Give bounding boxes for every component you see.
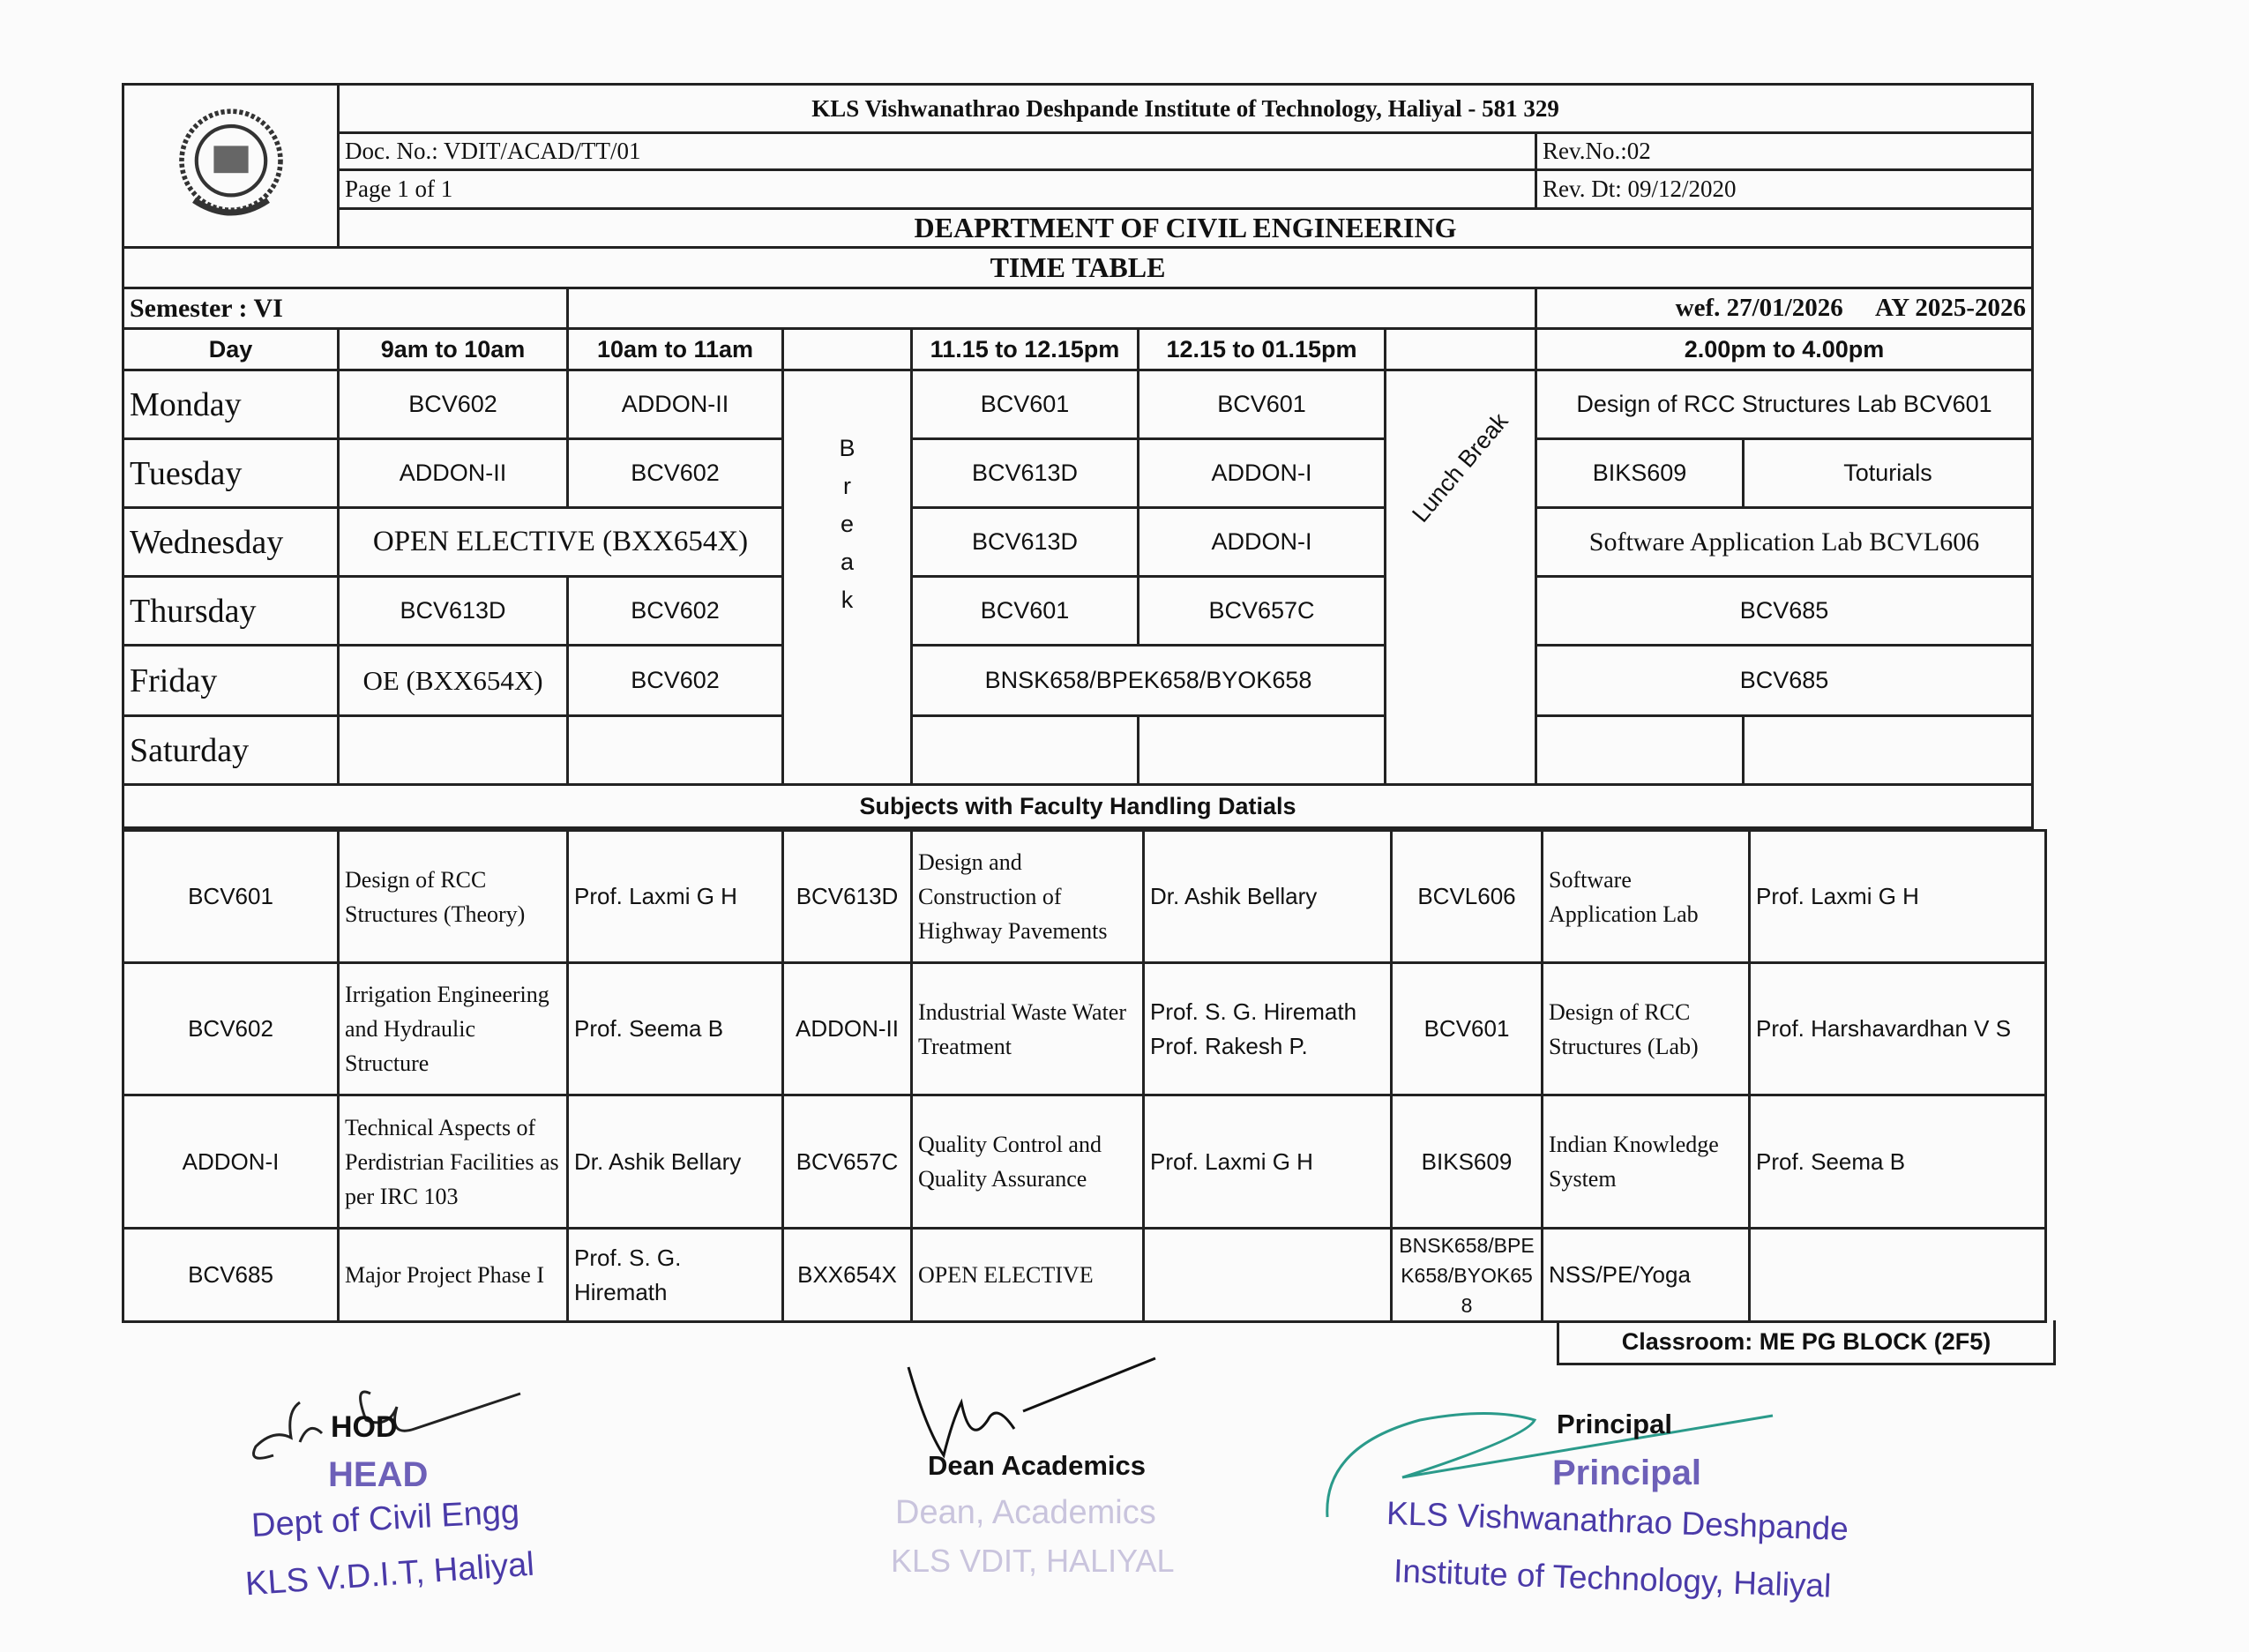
subject-name: Design of RCC Structures (Lab): [1543, 963, 1750, 1095]
hod-stamp-inst: KLS V.D.I.T, Haliyal: [243, 1545, 536, 1603]
subject-faculty: Prof. S. G. Hiremath Prof. Rakesh P.: [1144, 963, 1392, 1095]
dean-label: Dean Academics: [928, 1450, 1146, 1481]
cell: ADDON-II: [568, 370, 783, 439]
cell: BCV685: [1536, 577, 2033, 646]
subject-name: Quality Control and Quality Assurance: [912, 1095, 1144, 1229]
subject-name: Industrial Waste Water Treatment: [912, 963, 1144, 1095]
cell: BCV602: [568, 646, 783, 716]
subject-faculty: Prof. Laxmi G H: [1144, 1095, 1392, 1229]
subject-faculty: [1144, 1229, 1392, 1322]
subject-code: BCV613D: [783, 831, 912, 963]
cell: BCV613D: [912, 439, 1139, 508]
cell: ADDON-I: [1139, 508, 1386, 577]
row-monday: [123, 370, 2033, 439]
col-slot3: 11.15 to 12.15pm: [912, 329, 1139, 370]
col-slot2: 10am to 11am: [568, 329, 783, 370]
cell: BCV602: [568, 577, 783, 646]
row-tuesday: [123, 439, 2033, 508]
subject-name: Software Application Lab: [1543, 831, 1750, 963]
subject-code: BCV685: [123, 1229, 339, 1322]
subject-faculty: Dr. Ashik Bellary: [1144, 831, 1392, 963]
subject-faculty: Prof. Laxmi G H: [568, 831, 783, 963]
lunch-break-label: Lunch Break: [1407, 407, 1513, 527]
page-title: TIME TABLE: [123, 248, 2033, 288]
principal-stamp-title: Principal: [1552, 1454, 1701, 1492]
principal-stamp-inst1: KLS Vishwanathrao Deshpande: [1386, 1494, 1849, 1548]
dean-stamp-title: Dean, Academics: [895, 1494, 1156, 1531]
subject-code: BCV601: [123, 831, 339, 963]
cell: ADDON-II: [339, 439, 568, 508]
subject-name: OPEN ELECTIVE: [912, 1229, 1144, 1322]
cell: BCV601: [1139, 370, 1386, 439]
subject-faculty: Dr. Ashik Bellary: [568, 1095, 783, 1229]
rev-date: Rev. Dt: 09/12/2020: [1536, 170, 2033, 209]
subject-code: BIKS609: [1392, 1095, 1543, 1229]
subjects-table: [122, 829, 2047, 1323]
doc-no: Doc. No.: VDIT/ACAD/TT/01: [339, 133, 1536, 170]
subject-name: Design and Construction of Highway Pavements: [912, 831, 1144, 963]
semester: Semester : VI: [123, 288, 568, 329]
cell: BNSK658/BPEK658/BYOK658: [912, 646, 1386, 716]
cell: OPEN ELECTIVE (BXX654X): [339, 508, 783, 577]
day-label: Tuesday: [123, 439, 339, 508]
subject-faculty: Prof. Laxmi G H: [1750, 831, 2046, 963]
row-thursday: [123, 577, 2033, 646]
subject-row: [123, 1229, 2046, 1322]
subject-code: BXX654X: [783, 1229, 912, 1322]
timetable: [122, 83, 2034, 829]
subject-faculty: Prof. Harshavardhan V S: [1750, 963, 2046, 1095]
subject-faculty: Prof. Seema B: [568, 963, 783, 1095]
cell: BCV601: [912, 370, 1139, 439]
col-slot1: 9am to 10am: [339, 329, 568, 370]
subject-name: Technical Aspects of Perdistrian Facilities as per IRC 103: [339, 1095, 568, 1229]
subject-code: BCVL606: [1392, 831, 1543, 963]
subject-row: [123, 963, 2046, 1095]
subject-name: Major Project Phase I: [339, 1229, 568, 1322]
cell: BCV657C: [1139, 577, 1386, 646]
day-label: Friday: [123, 646, 339, 716]
cell: ADDON-I: [1139, 439, 1386, 508]
institute-logo: [123, 85, 339, 248]
cell: Design of RCC Structures Lab BCV601: [1536, 370, 2033, 439]
hod-stamp-dept: Dept of Civil Engg: [250, 1493, 520, 1544]
cell: BCV613D: [912, 508, 1139, 577]
principal-stamp-inst2: Institute of Technology, Haliyal: [1393, 1552, 1832, 1604]
col-day: Day: [123, 329, 339, 370]
subject-name: NSS/PE/Yoga: [1543, 1229, 1750, 1322]
subject-row: [123, 1095, 2046, 1229]
subject-name: Indian Knowledge System: [1543, 1095, 1750, 1229]
dean-stamp-inst: KLS VDIT, HALIYAL: [891, 1543, 1175, 1579]
classroom: Classroom: ME PG BLOCK (2F5): [1557, 1320, 2056, 1365]
subject-faculty: [1750, 1229, 2046, 1322]
subject-faculty: Prof. S. G. Hiremath: [568, 1229, 783, 1322]
row-saturday: [123, 716, 2033, 785]
lunch-break-column: [1386, 370, 1536, 785]
day-label: Saturday: [123, 716, 339, 785]
principal-label: Principal: [1557, 1409, 1672, 1439]
cell: BCV601: [912, 577, 1139, 646]
cell: BCV602: [339, 370, 568, 439]
day-label: Monday: [123, 370, 339, 439]
row-friday: [123, 646, 2033, 716]
subject-code: BNSK658/BPEK658/BYOK658: [1392, 1229, 1543, 1322]
break-column: B r e a k: [783, 370, 912, 785]
cell: Software Application Lab BCVL606: [1536, 508, 2033, 577]
cell: Toturials: [1744, 439, 2033, 508]
hod-label: HOD: [331, 1410, 398, 1444]
subject-name: Irrigation Engineering and Hydraulic Structure: [339, 963, 568, 1095]
subject-code: ADDON-I: [123, 1095, 339, 1229]
page-info: Page 1 of 1: [339, 170, 1536, 209]
cell: BCV602: [568, 439, 783, 508]
cell: BCV613D: [339, 577, 568, 646]
row-wednesday: [123, 508, 2033, 577]
subjects-title: Subjects with Faculty Handling Datials: [123, 785, 2033, 828]
logo-seal-icon: [169, 101, 293, 225]
subject-code: ADDON-II: [783, 963, 912, 1095]
day-label: Thursday: [123, 577, 339, 646]
hod-stamp-head: HEAD: [328, 1455, 429, 1494]
cell: BCV685: [1536, 646, 2033, 716]
subject-row: [123, 831, 2046, 963]
cell: OE (BXX654X): [339, 646, 568, 716]
subject-name: Design of RCC Structures (Theory): [339, 831, 568, 963]
col-slot5: 2.00pm to 4.00pm: [1536, 329, 2033, 370]
academic-year: AY 2025-2026: [1874, 294, 2027, 322]
cell: BIKS609: [1536, 439, 1744, 508]
wef-date: wef. 27/01/2026: [1675, 294, 1843, 322]
day-label: Wednesday: [123, 508, 339, 577]
subject-code: BCV601: [1392, 963, 1543, 1095]
rev-no: Rev.No.:02: [1536, 133, 2033, 170]
subject-faculty: Prof. Seema B: [1750, 1095, 2046, 1229]
col-slot4: 12.15 to 01.15pm: [1139, 329, 1386, 370]
department-title: DEAPRTMENT OF CIVIL ENGINEERING: [339, 209, 2033, 248]
institute-name: KLS Vishwanathrao Deshpande Institute of Technology, Haliyal - 581 329: [339, 85, 2033, 133]
subject-code: BCV602: [123, 963, 339, 1095]
subject-code: BCV657C: [783, 1095, 912, 1229]
